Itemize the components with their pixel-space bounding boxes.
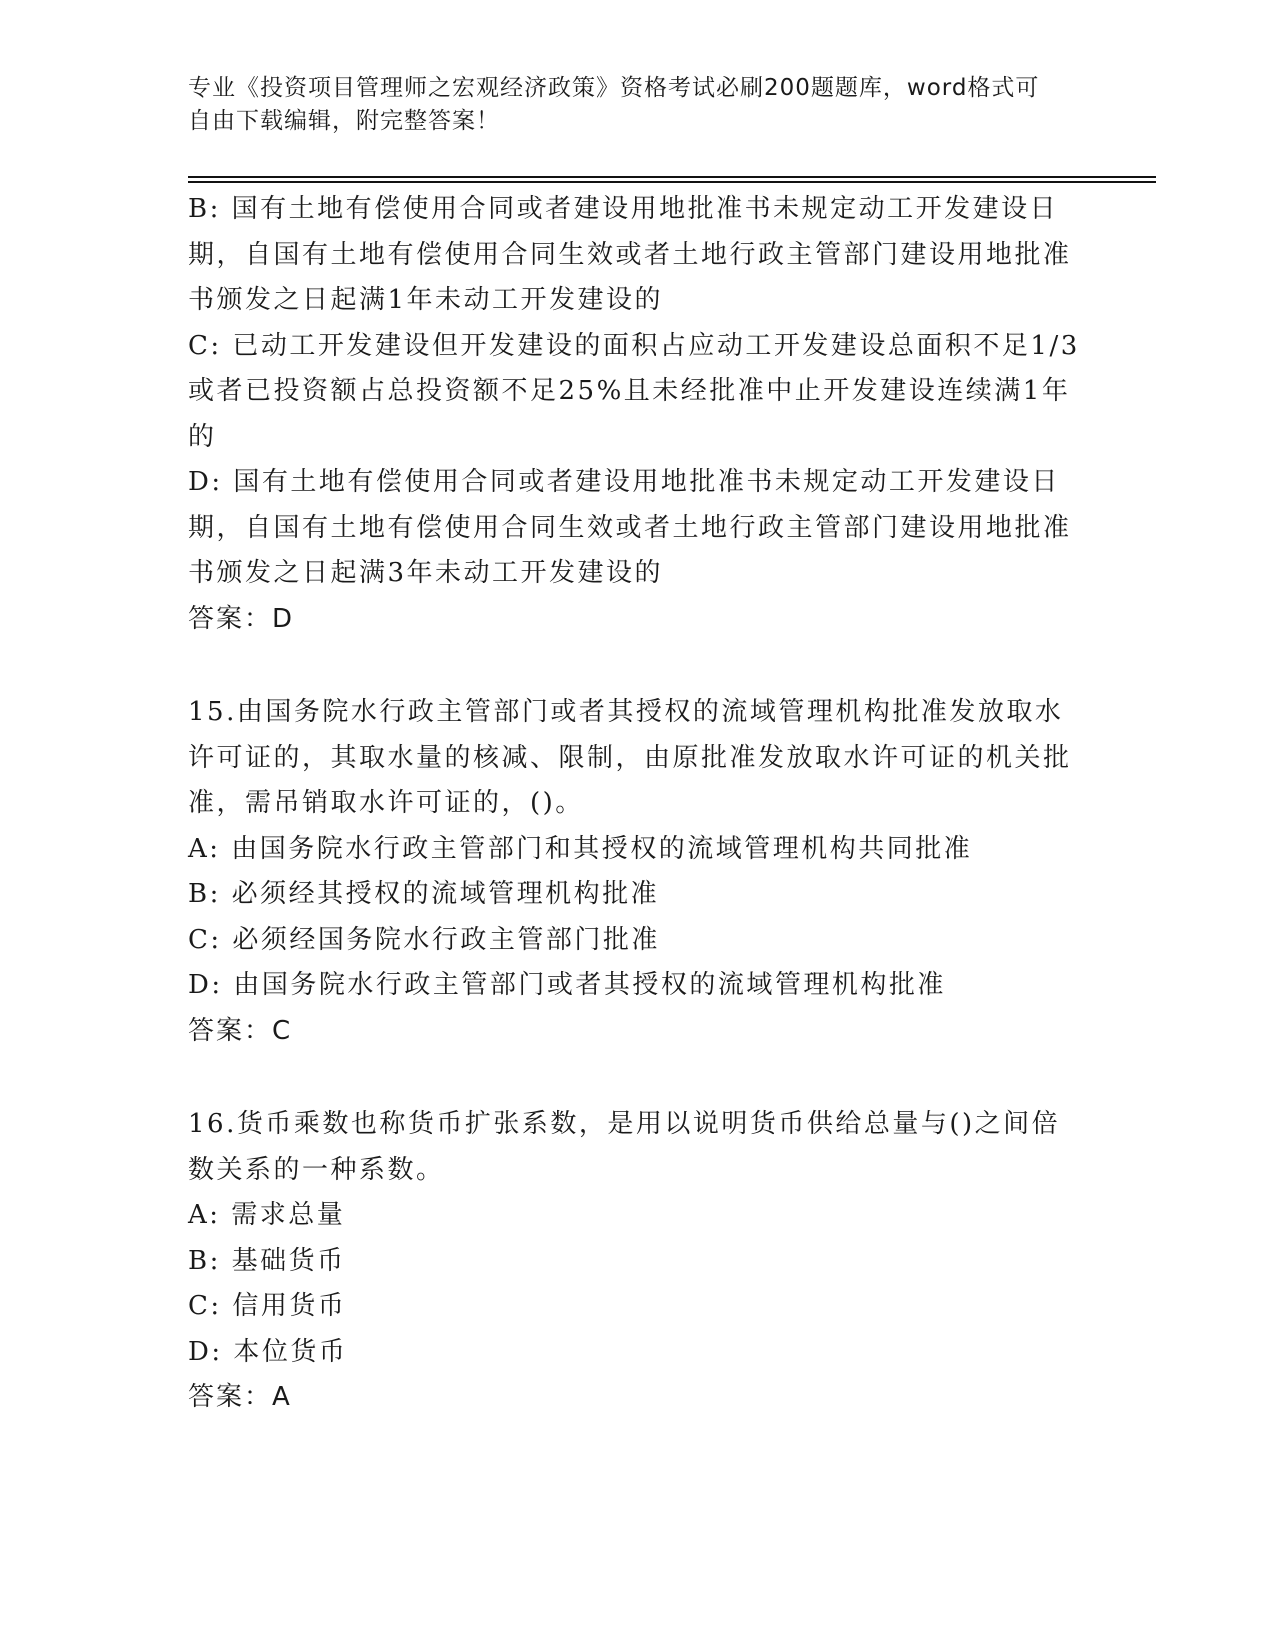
header-line-1: 专业《投资项目管理师之宏观经济政策》资格考试必刷200题题库，word格式可 (188, 75, 1040, 101)
option-c: C: 已动工开发建设但开发建设的面积占应动工开发建设总面积不足1/3或者已投资额占总投资额不足25%且未经批准中止开发建设连续满1年的 (188, 330, 1080, 452)
header-rule-bottom (188, 181, 1156, 183)
question-15-stem: 15.由国务院水行政主管部门或者其授权的流域管理机构批准发放取水许可证的，其取水量的核减、限制，由原批准发放取水许可证的机关批准，需吊销取水许可证的，()。 (188, 697, 1072, 818)
question-16-stem: 16.货币乘数也称货币扩张系数，是用以说明货币供给总量与()之间倍数关系的一种系数。 (188, 1109, 1061, 1185)
header-rule-top (188, 176, 1156, 178)
option-d: D: 由国务院水行政主管部门或者其授权的流域管理机构批准 (188, 970, 946, 1000)
option-d: D: 本位货币 (188, 1336, 348, 1367)
option-a: A: 需求总量 (188, 1200, 346, 1230)
question-gap (188, 642, 1088, 690)
option-a: A: 由国务院水行政主管部门和其授权的流域管理机构共同批准 (188, 833, 973, 864)
option-d: D: 国有土地有偿使用合同或者建设用地批准书未规定动工开发建设日期，自国有土地有偿使用合同生效或者土地行政主管部门建设用地批准书颁发之日起满3年未动工开发建设的 (188, 467, 1072, 588)
question-gap (188, 1054, 1088, 1102)
answer-label: 答案：D (188, 603, 295, 634)
question-14-continued (188, 187, 1088, 1421)
answer-label: 答案：C (188, 1015, 293, 1046)
answer-label: 答案：A (188, 1382, 292, 1412)
option-c: C: 信用货币 (188, 1291, 347, 1321)
option-b: B: 基础货币 (188, 1245, 346, 1276)
option-b: B: 必须经其授权的流域管理机构批准 (188, 879, 660, 909)
option-c: C: 必须经国务院水行政主管部门批准 (188, 924, 660, 955)
header-line-2: 自由下载编辑，附完整答案！ (188, 108, 500, 134)
option-b: B: 国有土地有偿使用合同或者建设用地批准书未规定动工开发建设日期，自国有土地有偿使用合同生效或者土地行政主管部门建设用地批准书颁发之日起满1年未动工开发建设的 (188, 194, 1072, 315)
document-header (188, 72, 1068, 138)
